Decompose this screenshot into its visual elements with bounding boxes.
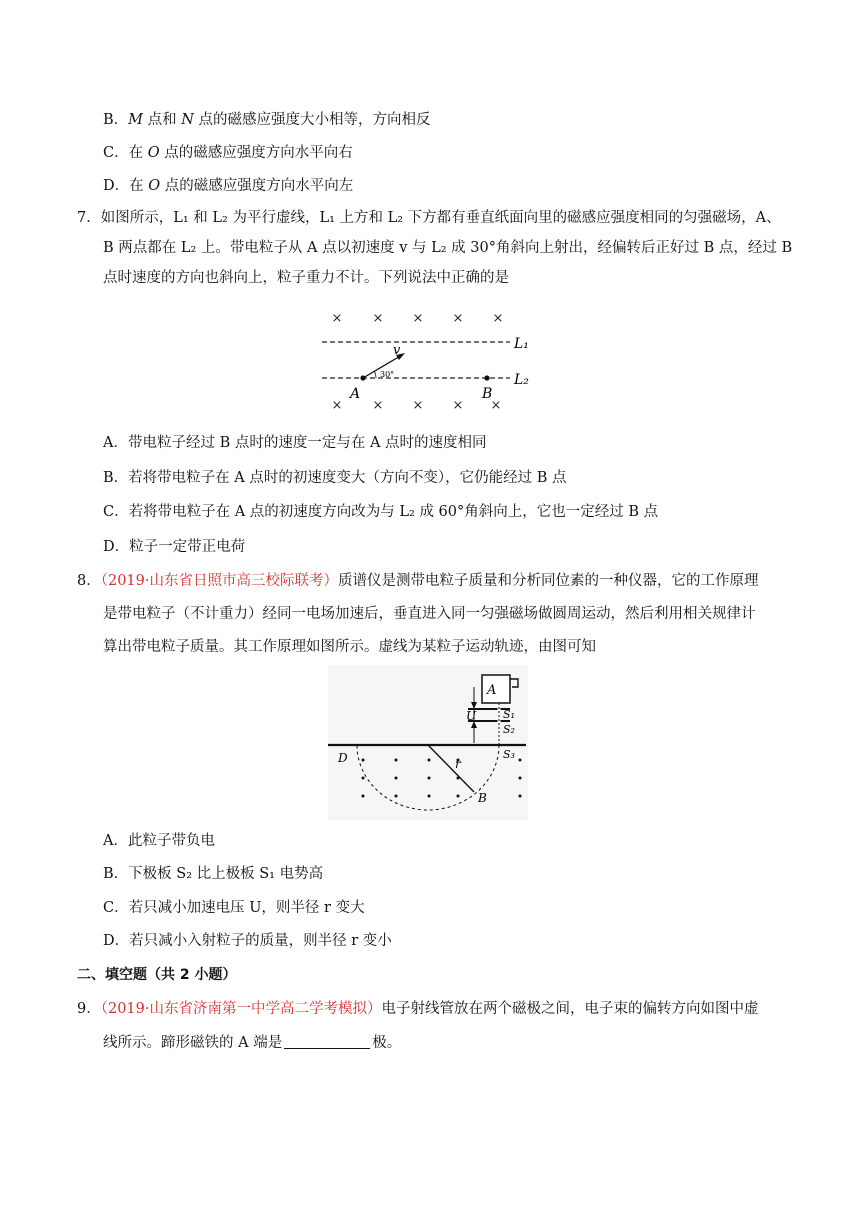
q8-stem-line3: 算出带电粒子质量。其工作原理如图所示。虚线为某粒子运动轨迹，由图可知 — [103, 639, 596, 655]
q6-option-b: B．M 点和 N 点的磁感应强度大小相等，方向相反 — [103, 112, 431, 128]
q8-option-c: C．若只减小加速电压 U，则半径 r 变大 — [103, 900, 365, 916]
box-label: A — [487, 683, 497, 698]
point-a-label: A — [350, 386, 361, 402]
q7-option-a: A．带电粒子经过 B 点时的速度一定与在 A 点时的速度相同 — [103, 435, 487, 451]
answer-blank[interactable] — [284, 1034, 370, 1049]
q7-stem-line2: B 两点都在 L₂ 上。带电粒子从 A 点以初速度 v 与 L₂ 成 30°角斜向上射出，经偏转后正好过 B 点，经过 B — [103, 240, 793, 256]
q7-figure — [310, 302, 550, 414]
q6-option-c: C．在 O 点的磁感应强度方向水平向右 — [103, 145, 353, 161]
q7-stem-line3: 点时速度的方向也斜向上，粒子重力不计。下列说法中正确的是 — [103, 270, 509, 286]
label-l1: L₁ — [514, 336, 529, 352]
label-l2: L₂ — [514, 372, 529, 388]
r-label: r — [455, 757, 461, 771]
q7-option-b: B．若将带电粒子在 A 点时的初速度变大（方向不变），它仍能经过 B 点 — [103, 470, 567, 486]
point-b-label: B — [482, 386, 493, 402]
q8-option-b: B．下极板 S₂ 比上极板 S₁ 电势高 — [103, 866, 324, 882]
q8-option-d: D．若只减小入射粒子的质量，则半径 r 变小 — [103, 933, 392, 949]
q8-figure — [328, 665, 528, 820]
angle-arc — [374, 371, 376, 378]
cross-mark: × — [492, 311, 504, 326]
q8-option-a: A．此粒子带负电 — [103, 833, 215, 849]
s2-label: S₂ — [503, 723, 515, 736]
b-label: B — [478, 791, 487, 805]
cross-mark: × — [490, 398, 502, 413]
q6-option-d: D．在 O 点的磁感应强度方向水平向左 — [103, 178, 354, 194]
cross-mark: × — [452, 398, 464, 413]
q7-stem-line1: 7．如图所示，L₁ 和 L₂ 为平行虚线，L₁ 上方和 L₂ 下方都有垂直纸面向里的磁感应强度相同的匀强磁场，A、 — [77, 210, 781, 226]
q9-stem-line1: 9．（2019·山东省济南第一中学高二学考模拟）电子射线管放在两个磁极之间，电子束的偏转方向如图中虚 — [77, 1001, 759, 1017]
q9-source: （2019·山东省济南第一中学高二学考模拟） — [100, 1001, 382, 1017]
q8-stem-line2: 是带电粒子（不计重力）经同一电场加速后，垂直进入同一匀强磁场做圆周运动，然后利用相关规律计 — [103, 606, 756, 622]
velocity-label: v — [393, 343, 401, 358]
q7-option-c: C．若将带电粒子在 A 点的初速度方向改为与 L₂ 成 60°角斜向上，它也一定经过 B 点 — [103, 504, 659, 520]
cross-mark: × — [372, 311, 384, 326]
cross-mark: × — [331, 398, 343, 413]
section-title: 二、填空题（共 2 小题） — [77, 967, 237, 983]
point-b-dot — [484, 375, 489, 380]
cross-mark: × — [412, 311, 424, 326]
s3-label: S₃ — [503, 748, 515, 761]
cross-mark: × — [372, 398, 384, 413]
s1-label: S₁ — [503, 708, 515, 721]
q7-option-d: D．粒子一定带正电荷 — [103, 539, 246, 555]
cross-mark: × — [452, 311, 464, 326]
q9-stem-line2: 线所示。蹄形磁铁的 A 端是 极。 — [103, 1035, 402, 1051]
cross-mark: × — [412, 398, 424, 413]
angle-label: 30° — [380, 370, 395, 379]
cross-mark: × — [331, 311, 343, 326]
q8-stem-line1: 8．（2019·山东省日照市高三校际联考）质谱仪是测带电粒子质量和分析同位素的一种仪器，它的工作原理 — [77, 573, 759, 589]
d-label: D — [338, 751, 348, 765]
q8-source: （2019·山东省日照市高三校际联考） — [100, 573, 338, 589]
u-label: U — [466, 709, 477, 723]
